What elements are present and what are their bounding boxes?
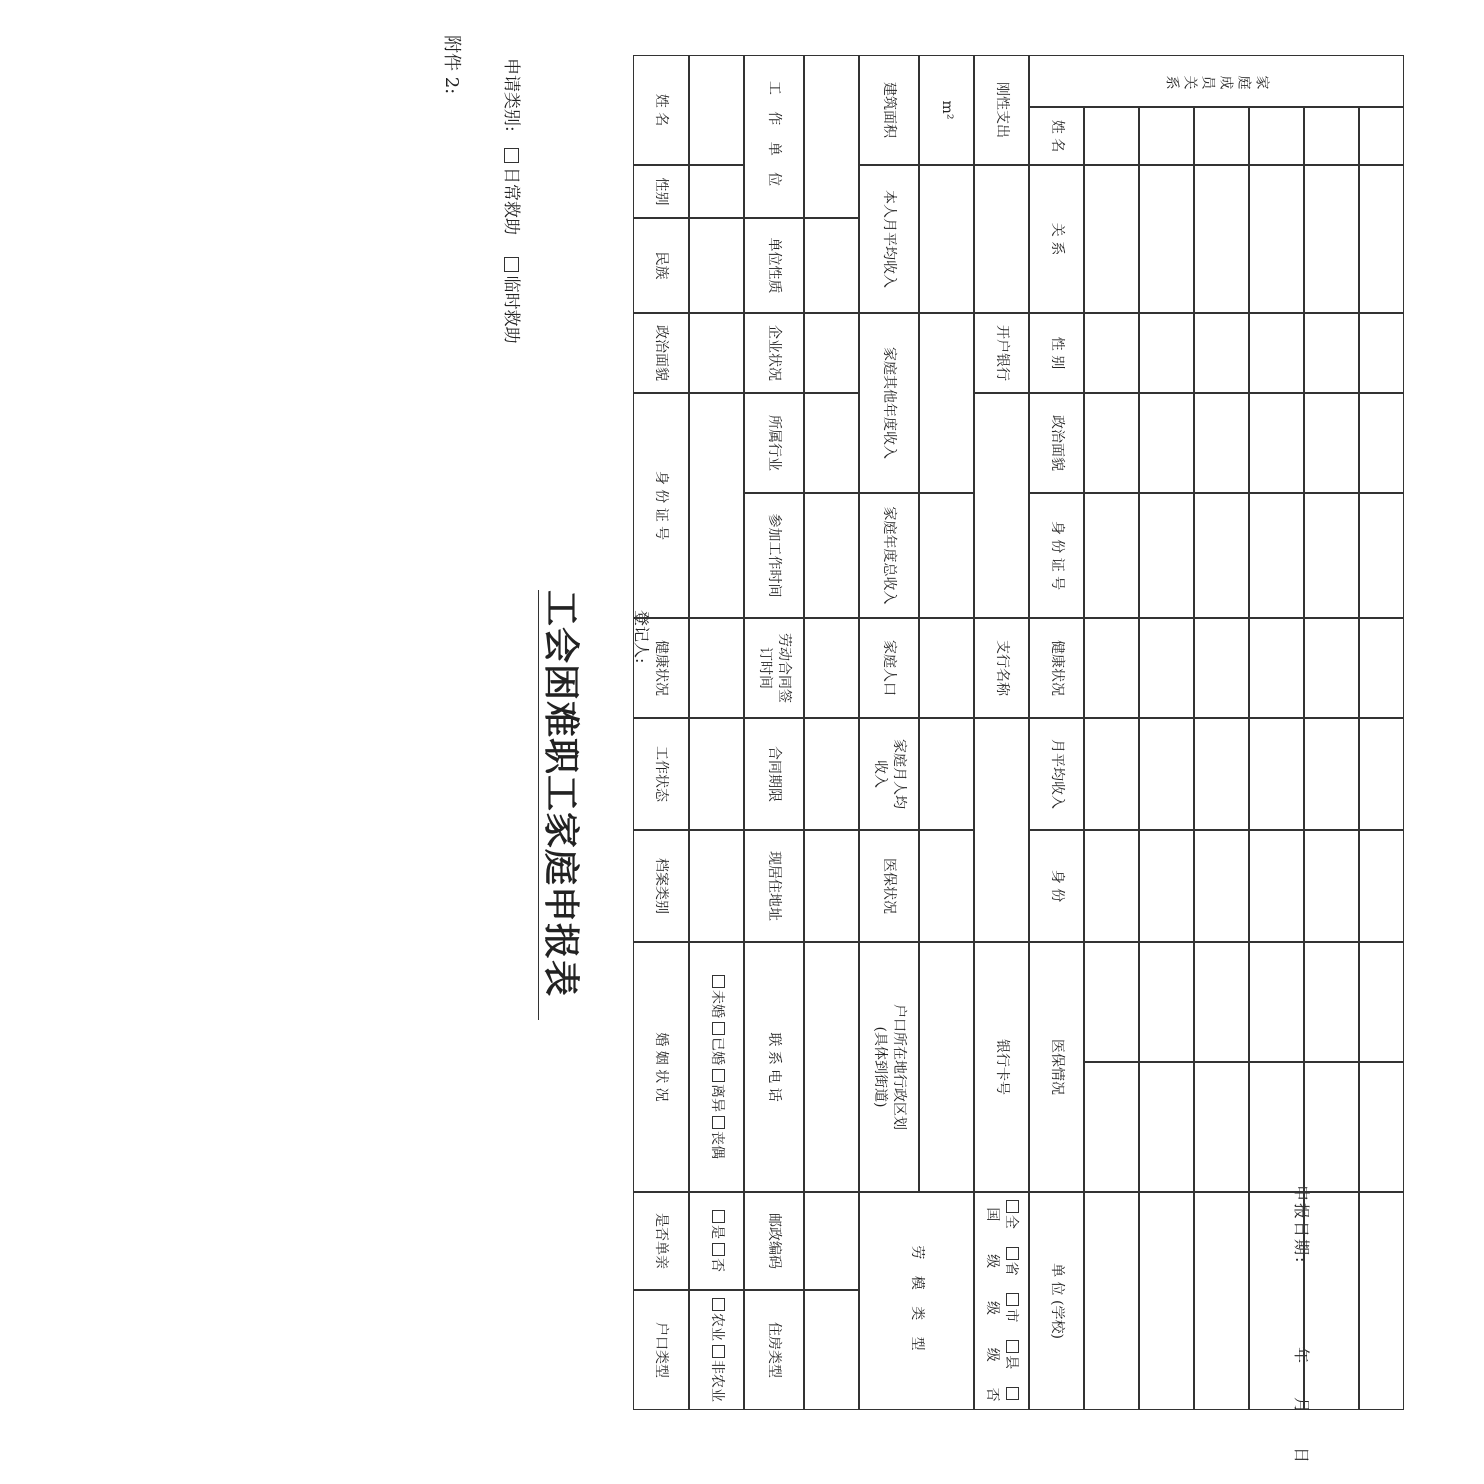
family-cell[interactable]: [1359, 493, 1404, 618]
family-cell[interactable]: [1084, 493, 1139, 618]
family-cell[interactable]: [1139, 313, 1194, 393]
unit-nature-header: 单位性质: [744, 218, 804, 313]
family-cell[interactable]: [1084, 393, 1139, 493]
model-provincial-checkbox[interactable]: 省级: [983, 1240, 1021, 1283]
political-header: 政治面貌: [633, 313, 689, 393]
marital-widowed-checkbox[interactable]: 丧偶: [707, 1116, 726, 1159]
family-cell[interactable]: [1249, 313, 1304, 393]
rigid-expense-value[interactable]: [974, 165, 1029, 313]
personal-income-value[interactable]: [919, 165, 974, 313]
medical-insurance-header: 医保状况: [859, 830, 919, 942]
work-start-header: 参加工作时间: [744, 493, 804, 618]
family-cell[interactable]: [1249, 165, 1304, 313]
family-cell[interactable]: [1359, 942, 1404, 1062]
marital-married-checkbox[interactable]: 已婚: [707, 1022, 726, 1065]
temporary-relief-label: 临时救助: [501, 275, 521, 344]
political-value[interactable]: [689, 313, 744, 393]
per-capita-income-value[interactable]: [919, 718, 974, 830]
family-cell[interactable]: [1139, 830, 1194, 942]
family-cell[interactable]: [1304, 718, 1359, 830]
family-cell[interactable]: [1304, 618, 1359, 718]
work-status-header: 工作状态: [633, 718, 689, 830]
family-cell[interactable]: [1194, 618, 1249, 718]
family-cell[interactable]: [1249, 942, 1304, 1062]
annual-income-header: 家庭年度总收入: [859, 493, 919, 618]
family-cell[interactable]: [1194, 165, 1249, 313]
family-cell[interactable]: [1084, 718, 1139, 830]
family-gender-header: 性 别: [1029, 313, 1084, 393]
family-cell[interactable]: [1084, 618, 1139, 718]
family-cell[interactable]: [1304, 493, 1359, 618]
marital-unmarried-checkbox[interactable]: 未婚: [707, 975, 726, 1018]
unit-nature-value[interactable]: [804, 218, 859, 313]
family-cell[interactable]: [1359, 1192, 1404, 1410]
contract-term-value[interactable]: [804, 718, 859, 830]
family-cell[interactable]: [1304, 1062, 1359, 1192]
marital-divorced-checkbox[interactable]: 离异: [707, 1069, 726, 1112]
registrar-label: 登记人:: [632, 610, 651, 664]
date-label: 申报日期:: [1292, 1185, 1311, 1265]
enterprise-status-value[interactable]: [804, 313, 859, 393]
family-cell[interactable]: [1359, 830, 1404, 942]
housing-type-header: 住房类型: [744, 1290, 804, 1410]
family-side-label: 家庭成员关系: [1029, 55, 1404, 107]
family-cell[interactable]: [1249, 718, 1304, 830]
work-start-value[interactable]: [804, 493, 859, 618]
archive-type-value[interactable]: [689, 830, 744, 942]
hukou-district-value[interactable]: [919, 942, 974, 1192]
family-cell[interactable]: [1194, 830, 1249, 942]
family-cell[interactable]: [1359, 618, 1404, 718]
branch-header: 支行名称: [974, 618, 1029, 718]
model-worker-options: [974, 1192, 1029, 1410]
work-status-value[interactable]: [689, 718, 744, 830]
family-political-header: 政治面貌: [1029, 393, 1084, 493]
date-year[interactable]: 年: [1292, 1346, 1311, 1363]
housing-type-value[interactable]: [804, 1290, 859, 1410]
family-cell[interactable]: [1304, 830, 1359, 942]
daily-relief-checkbox[interactable]: [504, 148, 519, 163]
family-cell[interactable]: [1359, 393, 1404, 493]
hukou-type-header: 户口类型: [633, 1290, 689, 1410]
gender-value[interactable]: [689, 165, 744, 218]
family-cell[interactable]: [1084, 313, 1139, 393]
family-cell[interactable]: [1194, 942, 1249, 1062]
household-size-value[interactable]: [919, 618, 974, 718]
family-name-header: 姓 名: [1029, 107, 1084, 165]
date-day[interactable]: 日: [1292, 1446, 1311, 1463]
family-cell[interactable]: [1139, 1062, 1194, 1192]
personal-income-header: 本人月平均收入: [859, 165, 919, 313]
family-cell[interactable]: [1084, 107, 1139, 165]
gender-header: 性别: [633, 165, 689, 218]
work-unit-header: 工 作 单 位: [744, 55, 804, 218]
health-value[interactable]: [689, 618, 744, 718]
family-cell[interactable]: [1304, 942, 1359, 1062]
ethnicity-header: 民族: [633, 218, 689, 313]
date-month[interactable]: 月: [1292, 1396, 1311, 1413]
model-national-checkbox[interactable]: 全国: [983, 1193, 1021, 1236]
family-medical-header: 医保情况: [1029, 942, 1084, 1192]
other-income-header: 家庭其他年度收入: [859, 313, 919, 493]
family-cell[interactable]: [1139, 1192, 1194, 1410]
family-cell[interactable]: [1139, 393, 1194, 493]
phone-header: 联 系 电 话: [744, 942, 804, 1192]
family-cell[interactable]: [1139, 165, 1194, 313]
area-unit: m²: [919, 55, 974, 165]
family-cell[interactable]: [1084, 830, 1139, 942]
family-cell[interactable]: [1359, 165, 1404, 313]
family-cell[interactable]: [1084, 942, 1139, 1062]
bank-header: 开户银行: [974, 313, 1029, 393]
family-cell[interactable]: [1249, 830, 1304, 942]
family-cell[interactable]: [1304, 165, 1359, 313]
family-cell[interactable]: [1194, 1192, 1249, 1410]
name-value[interactable]: [689, 55, 744, 165]
family-cell[interactable]: [1249, 493, 1304, 618]
bank-value[interactable]: [974, 393, 1029, 618]
family-id-header: 身 份 证 号: [1029, 493, 1084, 618]
contract-signed-value[interactable]: [804, 618, 859, 718]
model-none-checkbox[interactable]: 否: [983, 1380, 1021, 1409]
per-capita-income-header: 家庭月人均收入: [859, 718, 919, 830]
postcode-value[interactable]: [804, 1192, 859, 1290]
family-cell[interactable]: [1249, 1192, 1304, 1410]
family-cell[interactable]: [1194, 1062, 1249, 1192]
family-cell[interactable]: [1249, 107, 1304, 165]
annual-income-value[interactable]: [919, 493, 974, 618]
family-cell[interactable]: [1304, 393, 1359, 493]
id-number-value[interactable]: [689, 393, 744, 618]
name-header: 姓 名: [633, 55, 689, 165]
industry-header: 所属行业: [744, 393, 804, 493]
family-cell[interactable]: [1084, 165, 1139, 313]
application-type: [501, 58, 526, 344]
single-parent-no-checkbox[interactable]: 否: [707, 1243, 726, 1272]
single-parent-yes-checkbox[interactable]: 是: [707, 1210, 726, 1239]
hukou-district-header: 户口所在地行政区划 (具体到街道): [859, 942, 919, 1192]
contract-term-header: 合同期限: [744, 718, 804, 830]
rotated-form: [404, 0, 1484, 1484]
phone-value[interactable]: [804, 942, 859, 1192]
model-county-checkbox[interactable]: 县级: [983, 1333, 1021, 1376]
family-cell[interactable]: [1304, 1192, 1359, 1410]
title-underline: [538, 590, 539, 1020]
family-cell[interactable]: [1359, 107, 1404, 165]
family-income-header: 月平均收入: [1029, 718, 1084, 830]
family-health-header: 健康状况: [1029, 618, 1084, 718]
rigid-expense-header: 刚性支出: [974, 55, 1029, 165]
family-cell[interactable]: [1084, 1062, 1139, 1192]
family-cell[interactable]: [1249, 393, 1304, 493]
family-cell[interactable]: [1194, 493, 1249, 618]
other-income-value[interactable]: [919, 313, 974, 493]
single-parent-options: [689, 1192, 744, 1290]
family-identity-header: 身 份: [1029, 830, 1084, 942]
family-cell[interactable]: [1194, 718, 1249, 830]
model-worker-header: 劳 模 类 型: [859, 1192, 974, 1410]
id-number-header: 身 份 证 号: [633, 393, 689, 618]
branch-value[interactable]: [974, 718, 1029, 942]
application-type-label: 申请类别:: [501, 58, 521, 132]
temporary-relief-checkbox[interactable]: [504, 257, 519, 272]
family-school-header: 单 位 (学校): [1029, 1192, 1084, 1410]
ethnicity-value[interactable]: [689, 218, 744, 313]
work-unit-value[interactable]: [804, 55, 859, 218]
family-cell[interactable]: [1084, 1192, 1139, 1410]
family-cell[interactable]: [1359, 313, 1404, 393]
daily-relief-label: 日常救助: [501, 166, 521, 235]
family-cell[interactable]: [1139, 942, 1194, 1062]
contract-signed-header: 劳动合同签订时间: [744, 618, 804, 718]
family-relation-header: 关 系: [1029, 165, 1084, 313]
building-area-header: 建筑面积: [859, 55, 919, 165]
family-cell[interactable]: [1249, 618, 1304, 718]
marital-header: 婚 姻 状 况: [633, 942, 689, 1192]
hukou-options: [689, 1290, 744, 1410]
enterprise-status-header: 企业状况: [744, 313, 804, 393]
industry-value[interactable]: [804, 393, 859, 493]
family-cell[interactable]: [1359, 718, 1404, 830]
marital-options: [689, 942, 744, 1192]
family-cell[interactable]: [1194, 393, 1249, 493]
family-cell[interactable]: [1304, 107, 1359, 165]
family-cell[interactable]: [1139, 718, 1194, 830]
hukou-nonagricultural-checkbox[interactable]: 非农业: [707, 1345, 726, 1402]
family-cell[interactable]: [1194, 313, 1249, 393]
medical-insurance-value[interactable]: [919, 830, 974, 942]
family-cell[interactable]: [1359, 1062, 1404, 1192]
family-cell[interactable]: [1304, 313, 1359, 393]
address-value[interactable]: [804, 830, 859, 942]
archive-type-header: 档案类别: [633, 830, 689, 942]
annex-label: 附件 2:: [441, 35, 462, 95]
single-parent-header: 是否单亲: [633, 1192, 689, 1290]
family-cell[interactable]: [1194, 107, 1249, 165]
form-title: 工会困难职工家庭申报表: [540, 590, 582, 998]
family-cell[interactable]: [1139, 618, 1194, 718]
hukou-agricultural-checkbox[interactable]: 农业: [707, 1298, 726, 1341]
family-cell[interactable]: [1139, 107, 1194, 165]
household-size-header: 家庭人口: [859, 618, 919, 718]
family-cell[interactable]: [1249, 1062, 1304, 1192]
postcode-header: 邮政编码: [744, 1192, 804, 1290]
model-city-checkbox[interactable]: 市级: [983, 1287, 1021, 1330]
health-header: 健康状况: [633, 618, 689, 718]
card-number-header: 银行卡号: [974, 942, 1029, 1192]
family-cell[interactable]: [1139, 493, 1194, 618]
address-header: 现居住地址: [744, 830, 804, 942]
